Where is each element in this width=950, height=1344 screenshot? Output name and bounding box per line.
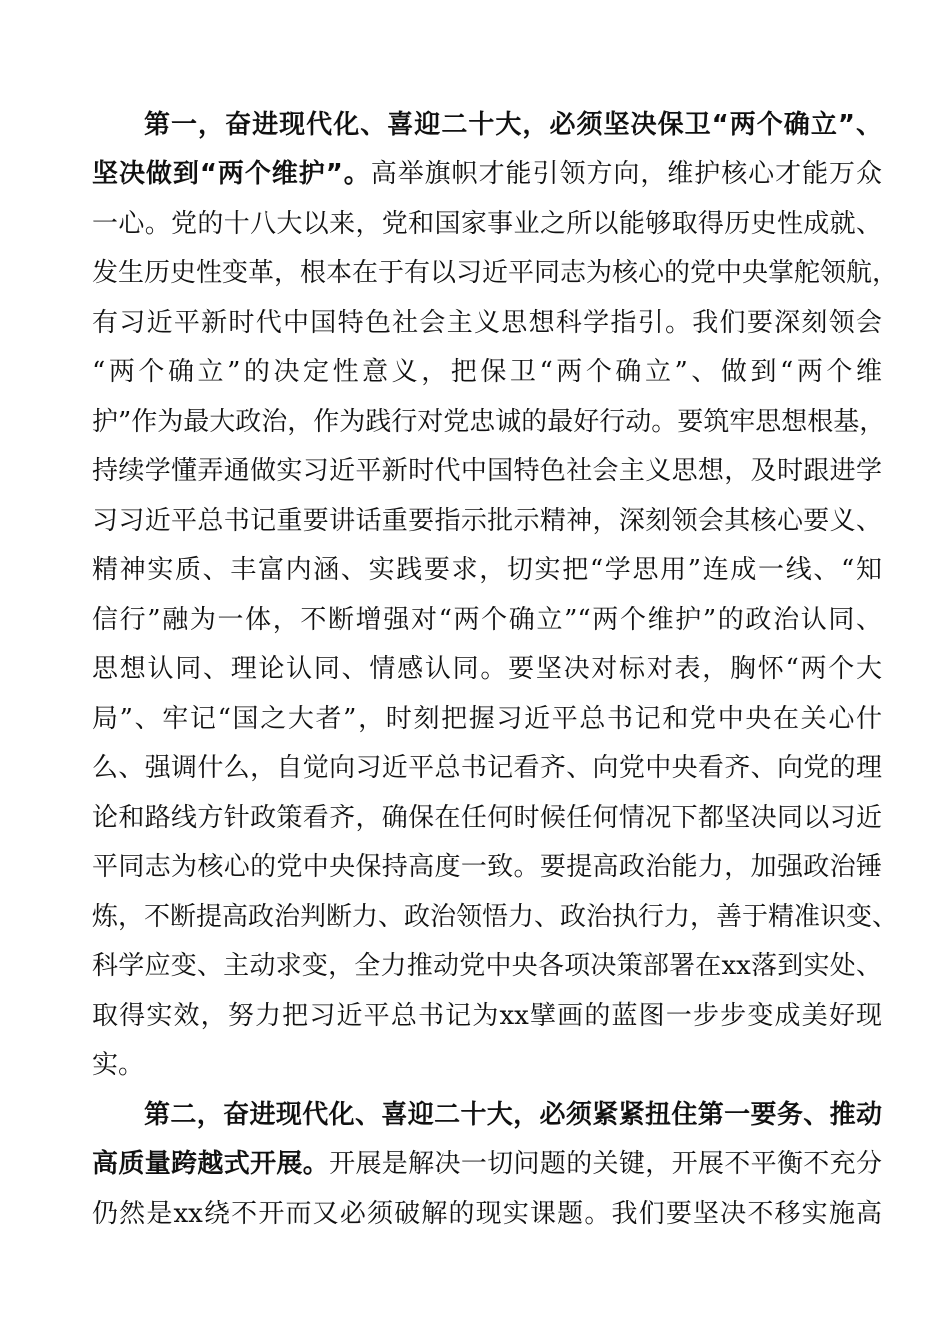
paragraph-1-line-16 (92, 847, 882, 887)
body-text: 么、强调什么，自觉向习近平总书记看齐、向党中央看齐、向党的理 (92, 753, 882, 783)
body-text: 局”、牢记“国之大者”，时刻把握习近平总书记和党中央在关心什 (92, 704, 882, 734)
body-text: 思想认同、理论认同、情感认同。要坚决对标对表，胸怀“两个大 (92, 654, 882, 684)
body-text: 炼，不断提高政治判断力、政治领悟力、政治执行力，善于精准识变、 (92, 902, 899, 932)
body-text: 实。 (92, 1050, 145, 1080)
paragraph-1-line-6 (92, 352, 882, 392)
paragraph-1-line-18 (92, 946, 882, 986)
body-text: 论和路线方针政策看齐，确保在任何时候任何情况下都坚决同以习近 (92, 803, 882, 833)
body-text: 习习近平总书记重要讲话重要指示批示精神，深刻领会其核心要义、 (92, 506, 882, 536)
body-text: 科学应变、主动求变，全力推动党中央各项决策部署在xx落到实处、 (92, 951, 882, 981)
bold-heading: 第一，奋进现代化、喜迎二十大，必须坚决保卫“两个确立”、 (144, 110, 882, 140)
paragraph-2-line-2 (92, 1144, 882, 1184)
paragraph-1-line-8 (92, 451, 882, 491)
body-text: 一心。党的十八大以来，党和国家事业之所以能够取得历史性成就、 (92, 209, 882, 239)
body-text: 高举旗帜才能引领方向，维护核心才能万众 (370, 159, 882, 189)
paragraph-1-line-15 (92, 798, 882, 838)
body-text: 信行”融为一体，不断增强对“两个确立”“两个维护”的政治认同、 (92, 605, 882, 635)
paragraph-1-line-7 (92, 402, 886, 442)
paragraph-1-line-12 (92, 649, 882, 689)
paragraph-1-line-5 (92, 303, 882, 343)
paragraph-1-line-3 (92, 204, 882, 244)
paragraph-1-line-19 (92, 996, 882, 1036)
paragraph-1-line-14 (92, 748, 882, 788)
paragraph-1-line-17 (92, 897, 899, 937)
body-text: “两个确立”的决定性意义，把保卫“两个确立”、做到“两个维 (92, 357, 882, 387)
paragraph-1-line-4 (92, 253, 899, 293)
paragraph-1-line-9 (92, 501, 882, 541)
body-text: 精神实质、丰富内涵、实践要求，切实把“学思用”连成一线、“知 (92, 555, 882, 585)
body-text: 平同志为核心的党中央保持高度一致。要提高政治能力，加强政治锤 (92, 852, 882, 882)
body-text: 取得实效，努力把习近平总书记为xx擘画的蓝图一步步变成美好现 (92, 1001, 882, 1031)
bold-heading: 高质量跨越式开展。 (92, 1149, 330, 1179)
body-text: 持续学懂弄通做实习近平新时代中国特色社会主义思想，及时跟进学 (92, 456, 882, 486)
paragraph-1-line-13 (92, 699, 882, 739)
body-text: 护”作为最大政治，作为践行对党忠诚的最好行动。要筑牢思想根基， (92, 407, 886, 437)
paragraph-1-line-11 (92, 600, 882, 640)
body-text: 仍然是xx绕不开而又必须破解的现实课题。我们要坚决不移实施高 (92, 1199, 882, 1229)
paragraph-1-line-1 (144, 105, 882, 145)
bold-heading: 第二，奋进现代化、喜迎二十大，必须紧紧扭住第一要务、推动 (144, 1100, 882, 1130)
body-text: 发生历史性变革，根本在于有以习近平同志为核心的党中央掌舵领航， (92, 258, 899, 288)
body-text: 有习近平新时代中国特色社会主义思想科学指引。我们要深刻领会 (92, 308, 882, 338)
bold-heading: 坚决做到“两个维护”。 (92, 159, 371, 189)
paragraph-1-line-20 (92, 1045, 882, 1085)
paragraph-1-line-10 (92, 550, 882, 590)
paragraph-1-line-2 (92, 154, 882, 194)
body-text: 开展是解决一切问题的关键，开展不平衡不充分 (329, 1149, 882, 1179)
paragraph-2-line-3 (92, 1194, 882, 1234)
paragraph-2-line-1 (144, 1095, 882, 1135)
